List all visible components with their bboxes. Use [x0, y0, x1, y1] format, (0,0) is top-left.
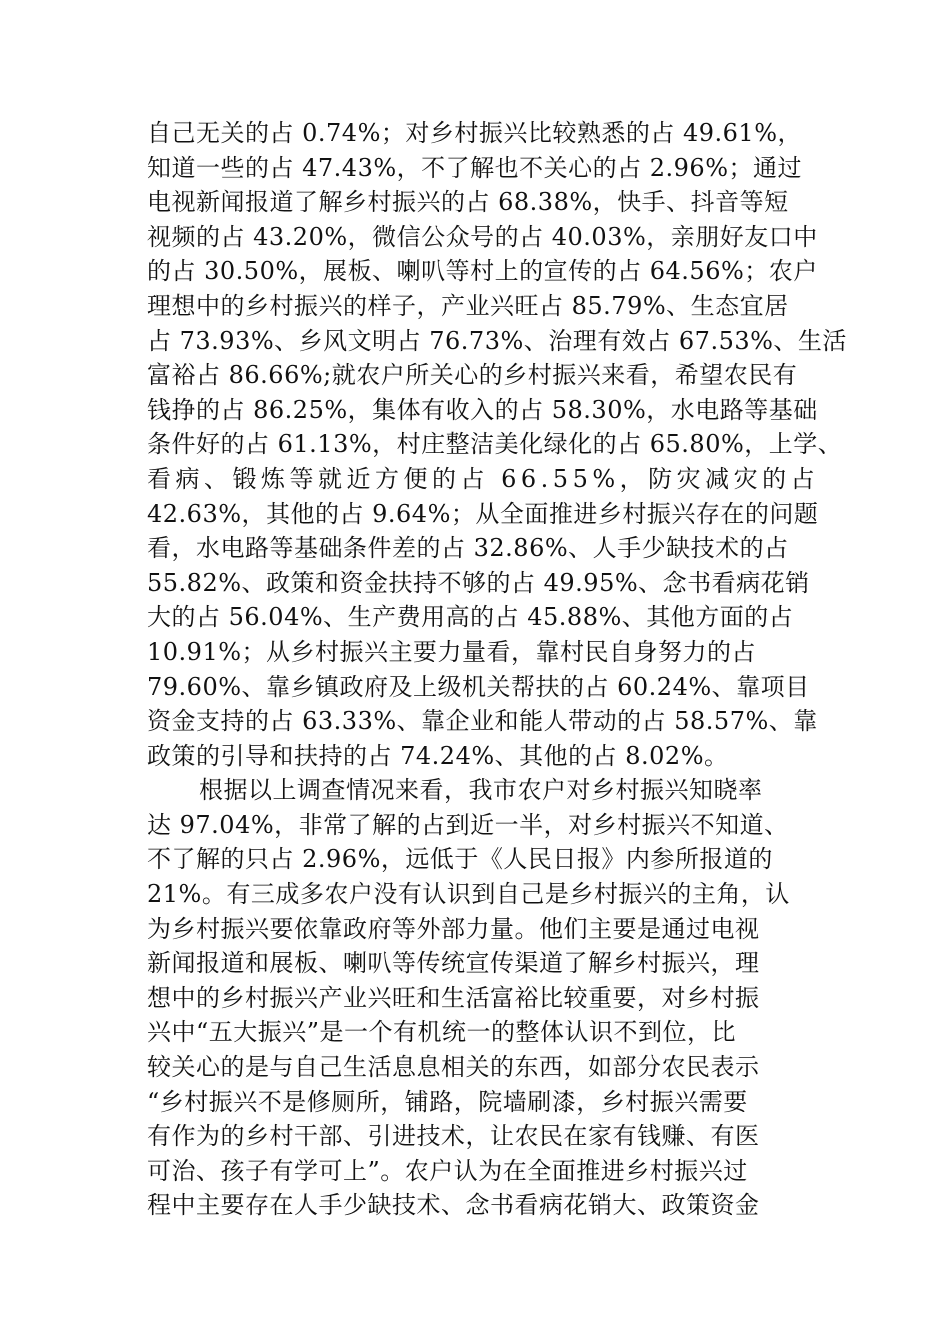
paragraph-analysis	[147, 773, 827, 1223]
text-line: 42.63%，其他的占 9.64%；从全面推进乡村振兴存在的问题	[147, 499, 819, 528]
text-line: “乡村振兴不是修厕所，铺路，院墙刷漆，乡村振兴需要	[147, 1087, 748, 1116]
text-line: 占 73.93%、乡风文明占 76.73%、治理有效占 67.53%、生活	[147, 326, 847, 355]
text-line: 想中的乡村振兴产业兴旺和生活富裕比较重要，对乡村振	[147, 983, 760, 1012]
text-line: 电视新闻报道了解乡村振兴的占 68.38%，快手、抖音等短	[147, 188, 789, 217]
text-line: 条件好的占 61.13%，村庄整洁美化绿化的占 65.80%，上学、	[147, 430, 843, 459]
text-line: 根据以上调查情况来看，我市农户对乡村振兴知晓率	[199, 776, 763, 805]
text-line: 程中主要存在人手少缺技术、念书看病花销大、政策资金	[147, 1191, 760, 1220]
text-line: 79.60%、靠乡镇政府及上级机关帮扶的占 60.24%、靠项目	[147, 672, 810, 701]
paragraph-survey-results	[147, 116, 847, 773]
text-line: 不了解的只占 2.96%，远低于《人民日报》内参所报道的	[147, 845, 773, 874]
text-line: 10.91%；从乡村振兴主要力量看，靠村民自身努力的占	[147, 637, 757, 666]
body-text	[147, 116, 847, 1223]
text-line: 看，水电路等基础条件差的占 32.86%、人手少缺技术的占	[147, 534, 789, 563]
text-line: 看病、锻炼等就近方便的占 66.55%，防灾减灾的占	[147, 464, 820, 493]
text-line: 为乡村振兴要依靠政府等外部力量。他们主要是通过电视	[147, 914, 760, 943]
text-line: 视频的占 43.20%，微信公众号的占 40.03%，亲朋好友口中	[147, 222, 818, 251]
text-line: 可治、孩子有学可上”。农户认为在全面推进乡村振兴过	[147, 1156, 748, 1185]
text-line: 大的占 56.04%、生产费用高的占 45.88%、其他方面的占	[147, 603, 794, 632]
text-line: 55.82%、政策和资金扶持不够的占 49.95%、念书看病花销	[147, 568, 810, 597]
text-line: 政策的引导和扶持的占 74.24%、其他的占 8.02%。	[147, 741, 729, 770]
text-line: 自己无关的占 0.74%；对乡村振兴比较熟悉的占 49.61%，	[147, 119, 803, 147]
text-line: 较关心的是与自己生活息息相关的东西，如部分农民表示	[147, 1053, 760, 1082]
text-line: 有作为的乡村干部、引进技术，让农民在家有钱赚、有医	[147, 1122, 760, 1151]
text-line: 富裕占 86.66%;就农户所关心的乡村振兴来看，希望农民有	[147, 361, 798, 390]
text-line: 资金支持的占 63.33%、靠企业和能人带动的占 58.57%、靠	[147, 707, 818, 736]
text-line: 钱挣的占 86.25%，集体有收入的占 58.30%，水电路等基础	[147, 395, 818, 424]
text-line: 新闻报道和展板、喇叭等传统宣传渠道了解乡村振兴，理	[147, 949, 760, 978]
text-line: 兴中“五大振兴”是一个有机统一的整体认识不到位，比	[147, 1018, 737, 1047]
text-line: 达 97.04%，非常了解的占到近一半，对乡村振兴不知道、	[147, 810, 789, 839]
text-line: 知道一些的占 47.43%，不了解也不关心的占 2.96%；通过	[147, 153, 803, 182]
text-line: 的占 30.50%，展板、喇叭等村上的宣传的占 64.56%；农户	[147, 257, 818, 286]
text-line: 理想中的乡村振兴的样子，产业兴旺占 85.79%、生态宜居	[147, 291, 789, 320]
text-line: 21%。有三成多农户没有认识到自己是乡村振兴的主角，认	[147, 880, 790, 909]
